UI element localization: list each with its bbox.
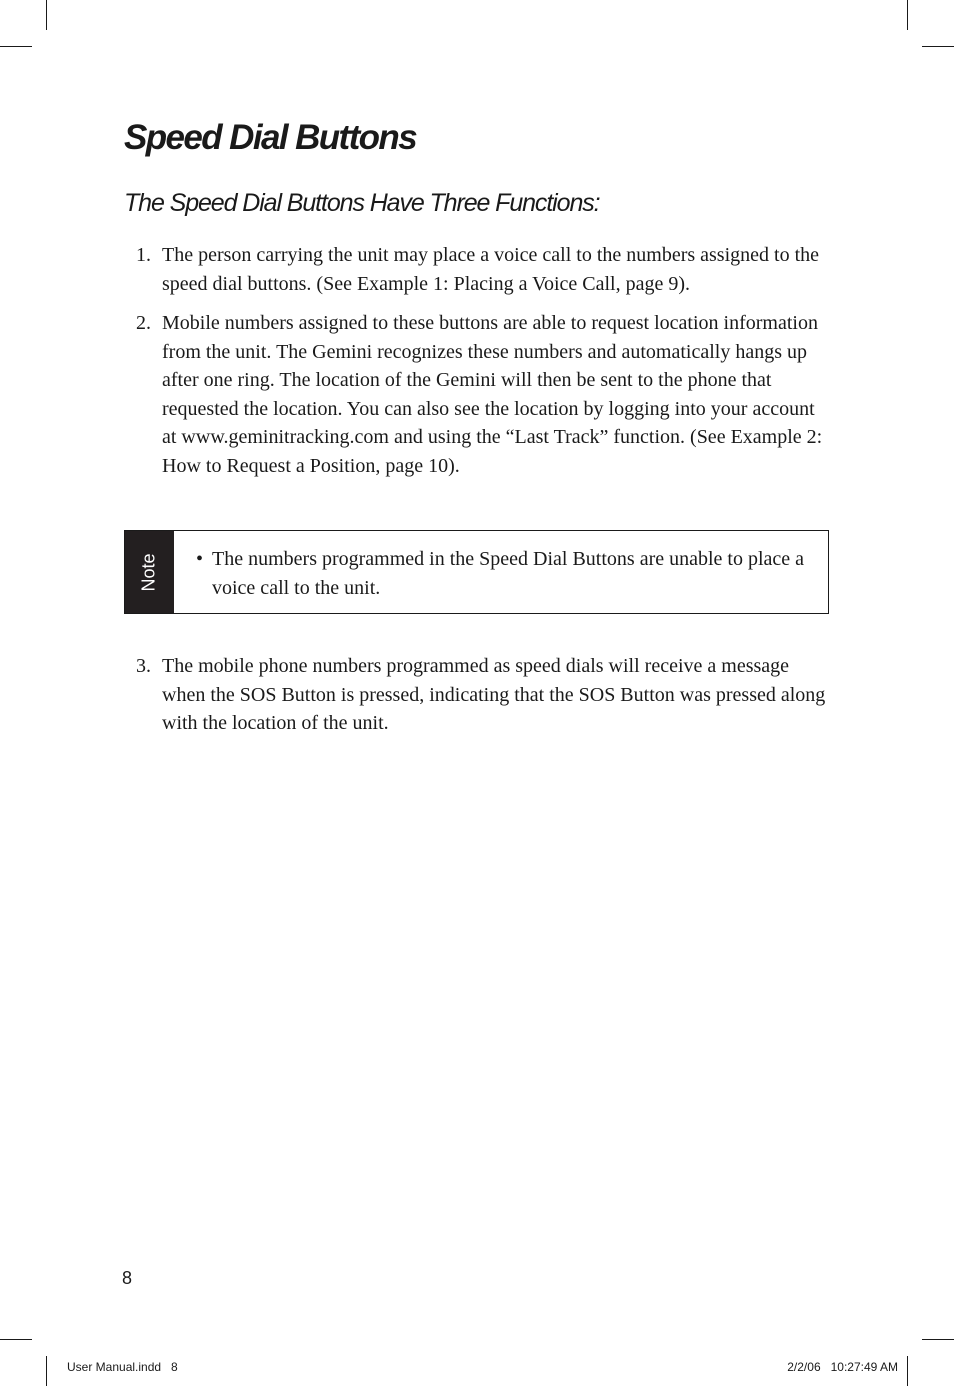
- crop-mark: [922, 1339, 954, 1340]
- page-number: 8: [122, 1268, 133, 1288]
- list-item-text: The person carrying the unit may place a voice call to the numbers assigned to the speed dial buttons. (See Example 1: Placing a Voice Call, page 9).: [162, 244, 820, 295]
- print-slug-timestamp: 2/2/06 10:27:49 AM: [787, 1360, 898, 1374]
- note-box: [124, 530, 829, 614]
- crop-mark: [0, 1339, 32, 1340]
- crop-mark: [46, 0, 47, 30]
- list-item: [124, 652, 834, 738]
- crop-mark: [46, 1356, 47, 1386]
- list-item-number: 3.: [136, 655, 151, 677]
- crop-mark: [922, 46, 954, 47]
- section-subtitle: The Speed Dial Buttons Have Three Functions:: [124, 189, 600, 217]
- print-slug-file: User Manual.indd 8: [67, 1360, 178, 1374]
- crop-mark: [0, 46, 32, 47]
- list-item-number: 1.: [136, 244, 151, 266]
- note-body: [174, 531, 828, 613]
- list-item-text: Mobile numbers assigned to these buttons are able to request location information from the unit. The Gemini recognizes these numbers and automatically hangs up after one ring. The location of the Gemini will then be sent to the phone that requested the location. You can also see the location by logging into your account at www.geminitracking.com and using the “Last Track” function. (See Example 2: How to Request a Position, page 10).: [162, 312, 823, 477]
- note-text: The numbers programmed in the Speed Dial Buttons are unable to place a voice call to the unit.: [212, 548, 805, 599]
- page-title: Speed Dial Buttons: [124, 118, 417, 157]
- functions-list: [124, 241, 834, 480]
- note-label-tab: [125, 531, 174, 613]
- list-item: [124, 241, 834, 298]
- note-label: Note: [139, 552, 159, 592]
- list-item-text: The mobile phone numbers programmed as speed dials will receive a message when the SOS Button is pressed, indicating that the SOS Button was pressed along with the location of the unit.: [162, 655, 826, 734]
- crop-mark: [907, 0, 908, 30]
- bullet-icon: •: [196, 548, 204, 570]
- list-item: [124, 309, 834, 480]
- functions-list-continued: [124, 652, 834, 738]
- list-item-number: 2.: [136, 312, 151, 334]
- crop-mark: [907, 1356, 908, 1386]
